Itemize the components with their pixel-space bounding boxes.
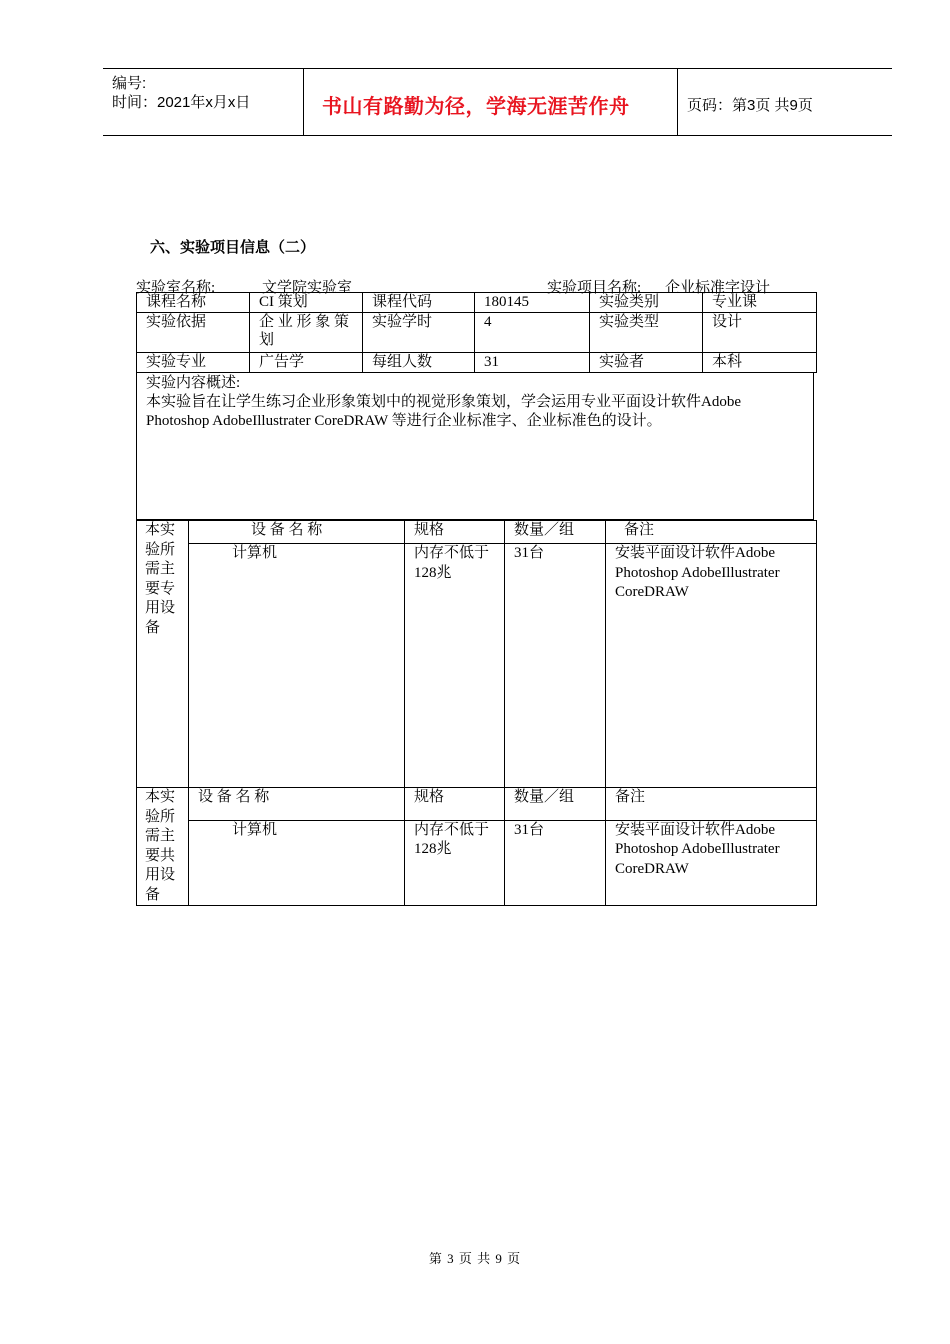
table-cell: CI 策划	[250, 293, 363, 313]
header-number-label: 编号:	[112, 75, 147, 92]
table-cell: 企 业 形 象 策 划	[250, 313, 363, 353]
header-bottom-rule	[103, 135, 892, 136]
lab-project-label: 实验项目名称:	[547, 280, 642, 296]
table-cell: 31台	[505, 820, 606, 905]
table-header-cell: 数量／组	[505, 521, 606, 544]
table-cell: 广告学	[250, 353, 363, 373]
section-title: 六、实验项目信息（二）	[150, 239, 316, 256]
table-cell: 安装平面设计软件Adobe Photoshop AdobeIllustrater CoreDRAW	[606, 544, 817, 788]
table-cell: 实验学时	[363, 313, 475, 353]
table-header-cell: 数量／组	[505, 788, 606, 821]
table-row	[137, 521, 817, 544]
table-cell: 计算机	[189, 820, 405, 905]
header-time-label: 时间：2021年x月x日	[112, 94, 251, 111]
special-equipment-side-label: 本实验所需主要专用设备	[137, 521, 189, 788]
overview-box	[136, 372, 814, 520]
table-cell: 实验者	[590, 353, 703, 373]
table-cell: 专业课	[703, 293, 817, 313]
table-header-cell: 设 备 名 称	[189, 521, 405, 544]
table-header-cell: 设 备 名 称	[189, 788, 405, 821]
table-cell: 实验类别	[590, 293, 703, 313]
lab-project-value: 企业标准字设计	[665, 280, 771, 296]
table-row	[137, 313, 817, 353]
table-row	[137, 353, 817, 373]
table-cell: 内存不低于128兆	[405, 820, 505, 905]
table-cell: 课程名称	[137, 293, 250, 313]
header-divider-right	[677, 68, 678, 135]
table-header-cell: 规格	[405, 788, 505, 821]
table-header-cell: 备注	[606, 521, 817, 544]
lab-room-value: 文学院实验室	[262, 280, 353, 296]
table-header-cell: 备注	[606, 788, 817, 821]
overview-text: 本实验旨在让学生练习企业形象策划中的视觉形象策划，学会运用专业平面设计软件Adobe Photoshop AdobeIllustrater CoreDRAW 等进行企业标准字、企业标准色的设计。	[146, 394, 741, 429]
table-cell: 180145	[475, 293, 590, 313]
table-cell: 实验依据	[137, 313, 250, 353]
course-info-table	[136, 292, 817, 373]
page-footer: 第 3 页 共 9 页	[428, 1251, 522, 1266]
shared-equipment-table	[136, 787, 817, 906]
table-cell: 计算机	[189, 544, 405, 788]
shared-equipment-side-label: 本实验所需主要共用设备	[137, 788, 189, 906]
table-row	[137, 820, 817, 905]
table-cell: 实验类型	[590, 313, 703, 353]
table-cell: 实验专业	[137, 353, 250, 373]
table-cell: 设计	[703, 313, 817, 353]
header-divider-left	[303, 68, 304, 135]
header-motto: 书山有路勤为径，学海无涯苦作舟	[322, 96, 630, 118]
header-page-label: 页码：第3页 共9页	[687, 97, 813, 114]
table-cell: 内存不低于128兆	[405, 544, 505, 788]
table-cell: 安装平面设计软件Adobe Photoshop AdobeIllustrater CoreDRAW	[606, 820, 817, 905]
table-cell: 课程代码	[363, 293, 475, 313]
table-cell: 31台	[505, 544, 606, 788]
header-top-rule	[103, 68, 892, 69]
overview-label: 实验内容概述:	[146, 375, 241, 391]
table-header-cell: 规格	[405, 521, 505, 544]
lab-room-label: 实验室名称:	[136, 280, 216, 296]
table-row	[137, 544, 817, 788]
table-cell: 4	[475, 313, 590, 353]
table-row	[137, 788, 817, 821]
table-cell: 31	[475, 353, 590, 373]
special-equipment-table	[136, 520, 817, 788]
table-row	[137, 293, 817, 313]
table-cell: 每组人数	[363, 353, 475, 373]
table-cell: 本科	[703, 353, 817, 373]
